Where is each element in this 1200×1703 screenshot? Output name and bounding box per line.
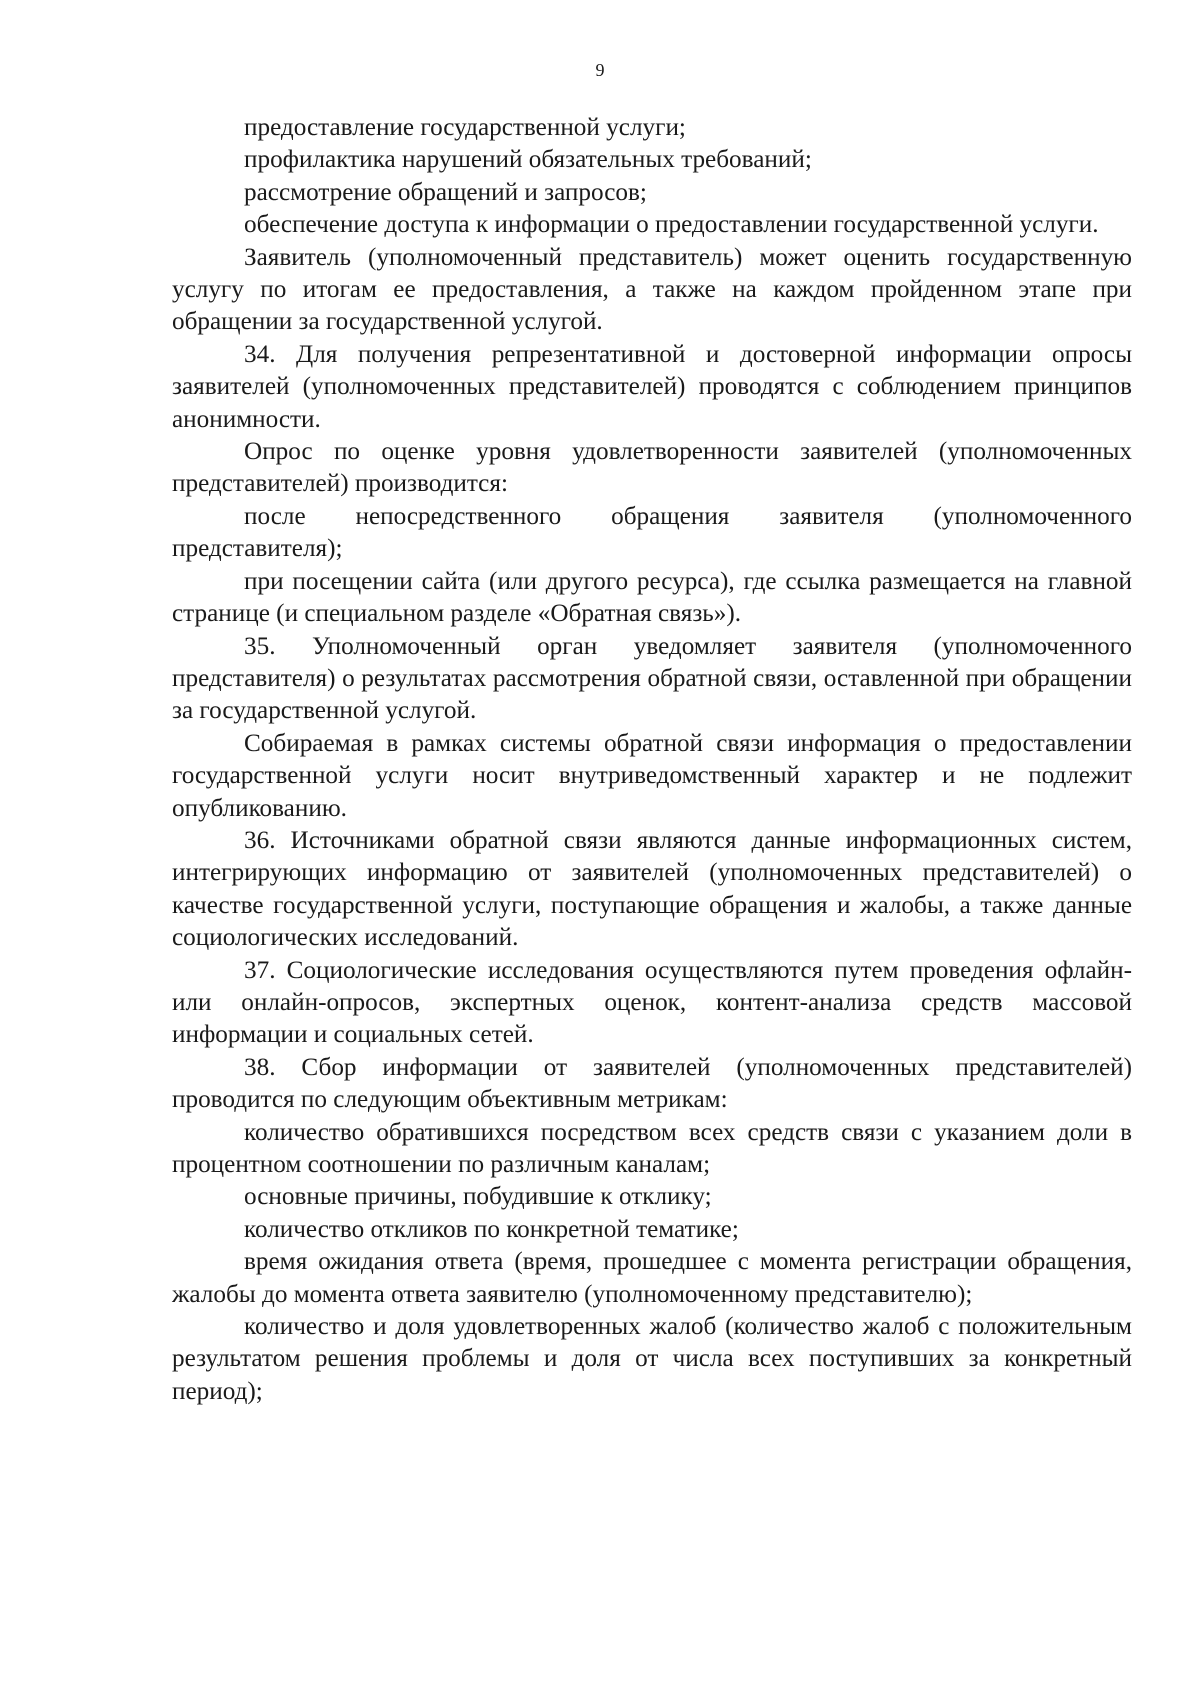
- paragraph: предоставление государственной услуги;: [244, 114, 686, 141]
- paragraph: при посещении сайта (или другого ресурса), где ссылка размещается на главной странице (и специальном разделе «Обратная связь»).: [172, 567, 1132, 628]
- paragraph: время ожидания ответа (время, прошедшее с момента регистрации обращения, жалобы до момента ответа заявителю (уполномоченному представителю);: [172, 1248, 1132, 1308]
- paragraph: рассмотрение обращений и запросов;: [244, 178, 647, 206]
- page-number: 9: [595, 60, 605, 80]
- paragraph: количество откликов по конкретной тематике;: [244, 1215, 739, 1243]
- paragraph: профилактика нарушений обязательных требований;: [244, 146, 812, 174]
- paragraph: Собираемая в рамках системы обратной связи информация о предоставлении государственной услуги носит внутриведомственный характер и не подлежит опубликованию.: [172, 729, 1132, 822]
- paragraph: 35. Уполномоченный орган уведомляет заявителя (уполномоченного представителя) о результатах рассмотрения обратной связи, оставленной при обращении за государственной услугой.: [172, 632, 1132, 725]
- paragraph: 38. Сбор информации от заявителей (уполномоченных представителей) проводится по следующим объективным метрикам:: [172, 1053, 1132, 1114]
- paragraph: обеспечение доступа к информации о предоставлении государственной услуги.: [244, 211, 1099, 239]
- paragraph: после непосредственного обращения заявителя (уполномоченного представителя);: [172, 502, 1132, 563]
- paragraph: 34. Для получения репрезентативной и достоверной информации опросы заявителей (уполномоченных представителей) проводятся с соблюдением принципов анонимности.: [172, 340, 1132, 433]
- paragraph: Заявитель (уполномоченный представитель) может оценить государственную услугу по итогам ее предоставления, а также на каждом пройденном этапе при обращении за государственной услугой.: [172, 243, 1132, 336]
- paragraph: количество и доля удовлетворенных жалоб (количество жалоб с положительным результатом решения проблемы и доля от числа всех поступивших за конкретный период);: [172, 1313, 1132, 1405]
- paragraph: основные причины, побудившие к отклику;: [244, 1183, 712, 1211]
- paragraph: Опрос по оценке уровня удовлетворенности заявителей (уполномоченных представителей) производится:: [172, 438, 1132, 498]
- document-body: [172, 112, 1132, 1408]
- paragraph: 36. Источниками обратной связи являются данные информационных систем, интегрирующих информацию от заявителей (уполномоченных представителей) о качестве государственной услуги, поступающие обращения и жалобы, а также данные социологических исследований.: [172, 826, 1132, 952]
- paragraph: количество обратившихся посредством всех средств связи с указанием доли в процентном соотношении по различным каналам;: [172, 1118, 1132, 1178]
- paragraph: 37. Социологические исследования осуществляются путем проведения офлайн- или онлайн-опросов, экспертных оценок, контент-анализа средств массовой информации и социальных сетей.: [172, 956, 1132, 1049]
